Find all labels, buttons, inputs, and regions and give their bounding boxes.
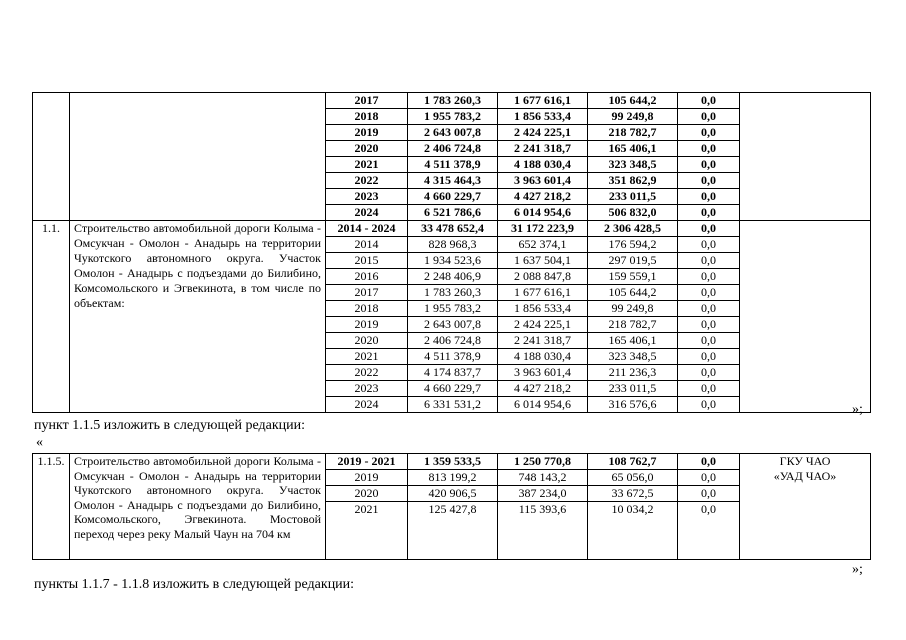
other-sources-cell: 0,0 — [678, 125, 740, 141]
total-cell: 813 199,2 — [408, 470, 498, 486]
year-cell: 2019 — [326, 125, 408, 141]
total-cell: 1 783 260,3 — [408, 285, 498, 301]
other-sources-cell: 0,0 — [678, 397, 740, 413]
federal-budget-cell: 1 677 616,1 — [498, 285, 588, 301]
federal-budget-cell: 6 014 954,6 — [498, 397, 588, 413]
federal-budget-cell: 2 424 225,1 — [498, 317, 588, 333]
year-cell: 2022 — [326, 365, 408, 381]
regional-budget-cell: 165 406,1 — [588, 141, 678, 157]
other-sources-cell: 0,0 — [678, 173, 740, 189]
federal-budget-cell: 3 963 601,4 — [498, 173, 588, 189]
other-sources-cell: 0,0 — [678, 253, 740, 269]
year-cell: 2017 — [326, 93, 408, 109]
year-cell: 2021 — [326, 157, 408, 173]
total-cell: 1 783 260,3 — [408, 93, 498, 109]
total-cell: 4 660 229,7 — [408, 189, 498, 205]
item-description: Строительство автомобильной дороги Колыма - Омсукчан - Омолон - Анадырь на территории Чукотского автономного округа. Участок Омолон - Анадырь с подъездами до Билибино, Комсомольского и Эгвекинота, в том числе по объектам: — [70, 221, 326, 413]
total-cell: 1 955 783,2 — [408, 109, 498, 125]
other-sources-cell: 0,0 — [678, 301, 740, 317]
regional-budget-cell: 233 011,5 — [588, 189, 678, 205]
regional-budget-cell: 323 348,5 — [588, 157, 678, 173]
regional-budget-cell: 351 862,9 — [588, 173, 678, 189]
instruction-paragraph: пункты 1.1.7 - 1.1.8 изложить в следующей редакции: — [34, 577, 355, 592]
regional-budget-cell: 105 644,2 — [588, 93, 678, 109]
regional-budget-cell: 176 594,2 — [588, 237, 678, 253]
program-table-2 — [32, 453, 871, 560]
total-cell: 828 968,3 — [408, 237, 498, 253]
year-cell: 2020 — [326, 333, 408, 349]
federal-budget-cell: 2 241 318,7 — [498, 333, 588, 349]
year-cell: 2017 — [326, 285, 408, 301]
regional-budget-cell: 33 672,5 — [588, 486, 678, 502]
other-sources-cell: 0,0 — [678, 365, 740, 381]
federal-budget-cell: 4 427 218,2 — [498, 189, 588, 205]
regional-budget-cell: 99 249,8 — [588, 301, 678, 317]
regional-budget-cell: 218 782,7 — [588, 317, 678, 333]
item-description: Строительство автомобильной дороги Колыма - Омсукчан - Омолон - Анадырь на территории Чукотского автономного округа. Участок Омолон - Анадырь с подъездами до Билибино, Комсомольского, Эгвекинота. Мостовой переход через реку Малый Чаун на 704 км — [70, 454, 326, 560]
regional-budget-cell: 105 644,2 — [588, 285, 678, 301]
closing-quote: »; — [852, 562, 863, 577]
regional-budget-cell: 323 348,5 — [588, 349, 678, 365]
program-table-1 — [32, 92, 871, 413]
regional-budget-cell: 10 034,2 — [588, 502, 678, 560]
table-row — [33, 93, 871, 109]
regional-budget-cell: 218 782,7 — [588, 125, 678, 141]
regional-budget-cell: 99 249,8 — [588, 109, 678, 125]
federal-budget-cell: 1 250 770,8 — [498, 454, 588, 470]
other-sources-cell: 0,0 — [678, 285, 740, 301]
year-cell: 2014 - 2024 — [326, 221, 408, 237]
regional-budget-cell: 108 762,7 — [588, 454, 678, 470]
year-cell: 2019 — [326, 470, 408, 486]
federal-budget-cell: 652 374,1 — [498, 237, 588, 253]
other-sources-cell: 0,0 — [678, 237, 740, 253]
total-cell: 1 359 533,5 — [408, 454, 498, 470]
federal-budget-cell: 2 088 847,8 — [498, 269, 588, 285]
item-number: 1.1.5. — [33, 454, 70, 560]
regional-budget-cell: 211 236,3 — [588, 365, 678, 381]
total-cell: 6 521 786,6 — [408, 205, 498, 221]
total-cell: 2 643 007,8 — [408, 317, 498, 333]
year-cell: 2018 — [326, 301, 408, 317]
regional-budget-cell: 65 056,0 — [588, 470, 678, 486]
regional-budget-cell: 159 559,1 — [588, 269, 678, 285]
year-cell: 2018 — [326, 109, 408, 125]
year-cell: 2024 — [326, 205, 408, 221]
federal-budget-cell: 748 143,2 — [498, 470, 588, 486]
regional-budget-cell: 165 406,1 — [588, 333, 678, 349]
federal-budget-cell: 31 172 223,9 — [498, 221, 588, 237]
other-sources-cell: 0,0 — [678, 317, 740, 333]
year-cell: 2023 — [326, 189, 408, 205]
other-sources-cell: 0,0 — [678, 502, 740, 560]
executor-cell-empty — [740, 221, 871, 413]
table-row — [33, 221, 871, 237]
year-cell: 2024 — [326, 397, 408, 413]
total-cell: 6 331 531,2 — [408, 397, 498, 413]
description-cell-empty — [70, 93, 326, 221]
year-cell: 2015 — [326, 253, 408, 269]
other-sources-cell: 0,0 — [678, 93, 740, 109]
other-sources-cell: 0,0 — [678, 486, 740, 502]
other-sources-cell: 0,0 — [678, 109, 740, 125]
regional-budget-cell: 316 576,6 — [588, 397, 678, 413]
total-cell: 2 248 406,9 — [408, 269, 498, 285]
other-sources-cell: 0,0 — [678, 333, 740, 349]
year-cell: 2016 — [326, 269, 408, 285]
federal-budget-cell: 115 393,6 — [498, 502, 588, 560]
regional-budget-cell: 2 306 428,5 — [588, 221, 678, 237]
other-sources-cell: 0,0 — [678, 454, 740, 470]
federal-budget-cell: 4 188 030,4 — [498, 157, 588, 173]
year-cell: 2021 — [326, 502, 408, 560]
federal-budget-cell: 4 427 218,2 — [498, 381, 588, 397]
federal-budget-cell: 2 424 225,1 — [498, 125, 588, 141]
regional-budget-cell: 506 832,0 — [588, 205, 678, 221]
other-sources-cell: 0,0 — [678, 189, 740, 205]
year-cell: 2019 — [326, 317, 408, 333]
executor-cell: ГКУ ЧАО «УАД ЧАО» — [740, 454, 871, 560]
year-cell: 2023 — [326, 381, 408, 397]
closing-quote: »; — [852, 402, 863, 417]
other-sources-cell: 0,0 — [678, 381, 740, 397]
year-cell: 2020 — [326, 486, 408, 502]
other-sources-cell: 0,0 — [678, 269, 740, 285]
federal-budget-cell: 387 234,0 — [498, 486, 588, 502]
other-sources-cell: 0,0 — [678, 205, 740, 221]
instruction-paragraph: пункт 1.1.5 изложить в следующей редакции: — [34, 418, 305, 433]
total-cell: 1 934 523,6 — [408, 253, 498, 269]
federal-budget-cell: 3 963 601,4 — [498, 365, 588, 381]
federal-budget-cell: 4 188 030,4 — [498, 349, 588, 365]
regional-budget-cell: 297 019,5 — [588, 253, 678, 269]
year-cell: 2022 — [326, 173, 408, 189]
table-row — [33, 454, 871, 470]
total-cell: 33 478 652,4 — [408, 221, 498, 237]
federal-budget-cell: 2 241 318,7 — [498, 141, 588, 157]
total-cell: 420 906,5 — [408, 486, 498, 502]
other-sources-cell: 0,0 — [678, 157, 740, 173]
opening-quote: « — [36, 435, 43, 450]
executor-cell-empty — [740, 93, 871, 221]
total-cell: 2 406 724,8 — [408, 141, 498, 157]
other-sources-cell: 0,0 — [678, 141, 740, 157]
year-cell: 2021 — [326, 349, 408, 365]
total-cell: 4 511 378,9 — [408, 157, 498, 173]
federal-budget-cell: 1 856 533,4 — [498, 109, 588, 125]
total-cell: 1 955 783,2 — [408, 301, 498, 317]
year-cell: 2020 — [326, 141, 408, 157]
federal-budget-cell: 6 014 954,6 — [498, 205, 588, 221]
item-number: 1.1. — [33, 221, 70, 413]
year-cell: 2014 — [326, 237, 408, 253]
number-cell-empty — [33, 93, 70, 221]
total-cell: 125 427,8 — [408, 502, 498, 560]
regional-budget-cell: 233 011,5 — [588, 381, 678, 397]
federal-budget-cell: 1 856 533,4 — [498, 301, 588, 317]
year-cell: 2019 - 2021 — [326, 454, 408, 470]
total-cell: 4 511 378,9 — [408, 349, 498, 365]
total-cell: 4 315 464,3 — [408, 173, 498, 189]
total-cell: 2 643 007,8 — [408, 125, 498, 141]
total-cell: 4 174 837,7 — [408, 365, 498, 381]
other-sources-cell: 0,0 — [678, 221, 740, 237]
total-cell: 4 660 229,7 — [408, 381, 498, 397]
other-sources-cell: 0,0 — [678, 349, 740, 365]
federal-budget-cell: 1 677 616,1 — [498, 93, 588, 109]
total-cell: 2 406 724,8 — [408, 333, 498, 349]
federal-budget-cell: 1 637 504,1 — [498, 253, 588, 269]
other-sources-cell: 0,0 — [678, 470, 740, 486]
